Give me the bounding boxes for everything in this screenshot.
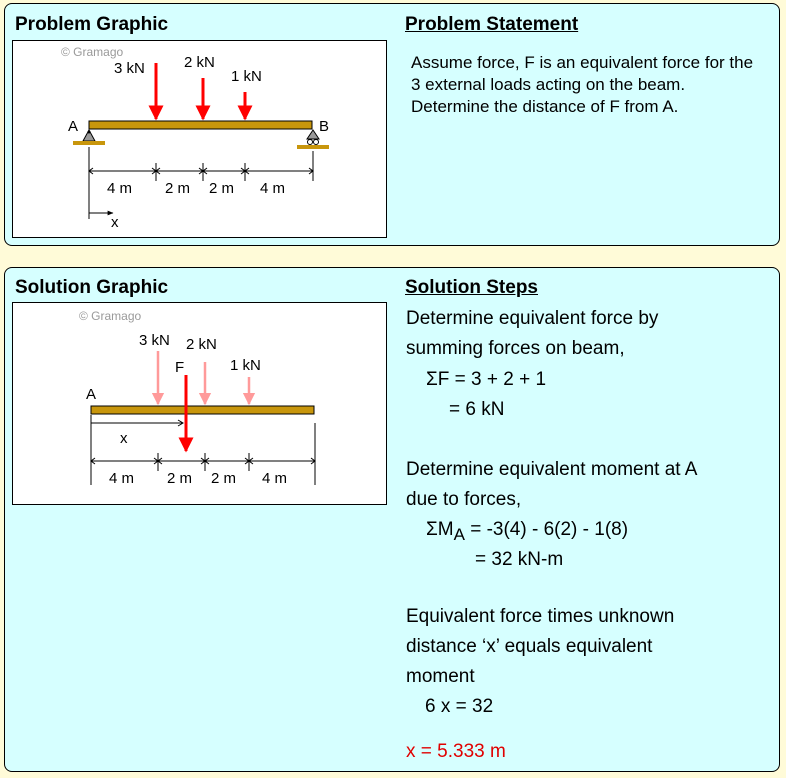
support-label-b: B (319, 118, 330, 135)
sum-moment-symbol: ΣM (426, 519, 454, 540)
solution-graphic (12, 302, 387, 505)
problem-statement-text: Assume force, F is an equivalent force for the 3 external loads acting on the beam. Determine the distance of F from A. (411, 53, 754, 116)
load-label-3kn: 3 kN (139, 332, 170, 349)
x-label: x (120, 430, 128, 447)
force-label-f: F (175, 359, 185, 376)
problem-graphic (12, 40, 387, 238)
load-label-2kn: 2 kN (184, 54, 215, 71)
load-label-2kn: 2 kN (186, 336, 217, 353)
step-line-1: Determine equivalent force by (406, 308, 659, 329)
x-axis-label: x (111, 214, 119, 231)
problem-beam-diagram (13, 41, 387, 238)
dim-label-2: 2 m (165, 180, 191, 197)
step-line-10: distance ‘x’ equals equivalent (406, 636, 653, 657)
step-line-9: Equivalent force times unknown (406, 606, 675, 627)
dim-label-4: 4 m (260, 180, 286, 197)
load-label-1kn: 1 kN (231, 68, 262, 85)
dim-label-2: 2 m (167, 470, 193, 487)
dim-label-4: 4 m (262, 470, 288, 487)
beam (89, 121, 312, 129)
solution-panel (4, 267, 780, 772)
step-line-2: summing forces on beam, (406, 338, 625, 359)
dim-label-1: 4 m (107, 180, 133, 197)
problem-statement-heading: Problem Statement (405, 14, 579, 35)
support-label-a: A (68, 118, 79, 135)
step-line-6: due to forces, (406, 489, 522, 510)
step-line-3: ΣF = 3 + 2 + 1 (426, 369, 547, 390)
final-answer: x = 5.333 m (406, 741, 506, 762)
dim-label-3: 2 m (209, 180, 235, 197)
dim-label-3: 2 m (211, 470, 237, 487)
solution-steps-heading: Solution Steps (405, 277, 538, 298)
step-line-5: Determine equivalent moment at A (406, 459, 698, 480)
load-label-1kn: 1 kN (230, 357, 261, 374)
sum-moment-subscript: A (453, 524, 465, 544)
problem-graphic-heading: Problem Graphic (15, 14, 169, 35)
solution-graphic-heading: Solution Graphic (15, 277, 169, 298)
step-line-12: 6 x = 32 (425, 696, 494, 717)
solution-beam-diagram (13, 303, 387, 505)
dim-label-1: 4 m (109, 470, 135, 487)
support-label-a: A (86, 386, 97, 403)
step-line-8: = 32 kN-m (475, 549, 564, 570)
sum-moment-expression: = -3(4) - 6(2) - 1(8) (464, 519, 629, 540)
step-line-4: = 6 kN (449, 399, 505, 420)
watermark: © Gramago (79, 309, 142, 323)
watermark: © Gramago (61, 45, 124, 59)
problem-panel (4, 3, 780, 246)
step-line-7 (426, 519, 628, 545)
beam (91, 406, 314, 414)
load-label-3kn: 3 kN (114, 60, 145, 77)
step-line-11: moment (406, 666, 475, 687)
